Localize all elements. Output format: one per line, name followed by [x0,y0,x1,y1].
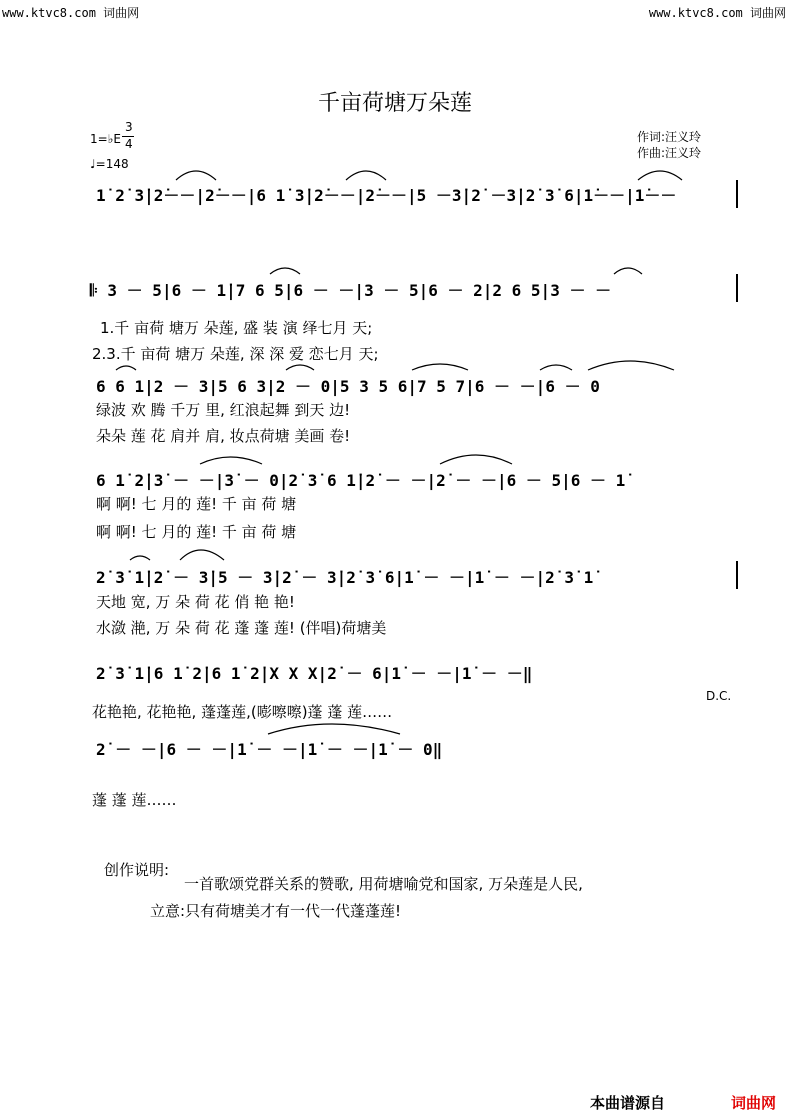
time-signature-bottom: 4 [125,137,133,151]
slur [130,556,150,560]
lyric-row-5-verse-2: 水潋 滟, 万 朵 荷 花 蓬 蓬 莲! (伴唱)荷塘美 [96,619,387,637]
slur [588,361,674,370]
lyric-row-4-verse-1: 啊 啊! 七 月的 莲! 千 亩 荷 塘 [96,495,297,513]
composer-credit: 作曲:汪义玲 [637,146,702,160]
watermark-left: www.ktvc8.com 词曲网 [2,6,140,20]
explanation-line-1: 一首歌颂党群关系的赞歌, 用荷塘喻党和国家, 万朵莲是人民, [184,875,583,893]
slur [440,455,512,464]
slur [268,724,400,734]
lyric-row-3-verse-1: 绿波 欢 腾 千万 里, 红浪起舞 到天 边! [96,401,351,419]
lyric-row-2-verse-1: 1.千 亩荷 塘万 朵莲, 盛 装 演 绎七月 天; [100,319,373,337]
lyric-row-3-verse-2: 朵朵 莲 花 肩并 肩, 妆点荷塘 美画 卷! [96,427,351,445]
notation-row-6: 2̇ 3̇ 1̇|6 1̇ 2̇|6 1̇ 2̇|X X X|2̇ － 6|1̇ － －|1̇ － －‖ [96,664,533,683]
slur [614,268,642,274]
key-signature: 1=♭E [90,132,121,146]
slur [180,550,224,560]
lyric-row-5-verse-1: 天地 宽, 万 朵 荷 花 俏 艳 艳! [96,593,295,611]
watermark-right: www.ktvc8.com 词曲网 [648,6,786,20]
notation-row-5: 2̇ 3̇ 1̇|2̇ － 3̇|5 － 3̇|2̇ － 3̇|2̇ 3̇ 6|1̇ － －|1̇ － －|2̇ 3̇ 1̇ [96,568,594,587]
footer-source-text: 本曲谱源自 [589,1094,665,1112]
footer-logo[interactable]: 词曲网 [730,1094,776,1112]
tempo-mark: ♩=148 [90,157,129,171]
explanation-line-2: 立意:只有荷塘美才有一代一代蓬蓬莲! [150,902,402,920]
notation-row-2: 𝄆 3 － 5|6 － 1̇|7 6 5|6 － －|3 － 5|6 － 2|2 6 5|3 － － [90,281,612,300]
explanation-label: 创作说明: [104,861,170,879]
slur [286,365,314,370]
slur [412,364,468,370]
notation-row-1: 1̇ 2̇ 3̇|2̇－－|2̇－－|6 1̇ 3̇|2̇－－|2̇－－|5 －3̇|2̇ －3̇|2̇ 3̇ 6|1̇－－|1̇－－ [96,186,677,205]
slur [270,268,300,274]
page-title: 千亩荷塘万朵莲 [317,91,472,116]
lyric-row-6: 花艳艳, 花艳艳, 蓬蓬莲,(嘭嚓嚓)蓬 蓬 莲…… [92,703,393,721]
slur [200,457,262,464]
lyric-row-2-verse-2: 2.3.千 亩荷 塘万 朵莲, 深 深 爱 恋七月 天; [92,345,379,363]
notation-row-7: 2̇ － －|6 － －|1̇ － －|1̇ － －|1̇ － 0‖ [96,740,443,759]
time-signature-top: 3 [125,120,133,134]
notation-row-4: 6 1̇ 2̇|3̇ － －|3̇ － 0|2̇ 3̇ 6 1̇|2̇ － －|2̇ － －|6 － 5|6 － 1̇ [96,471,626,490]
lyricist-credit: 作词:汪义玲 [637,130,702,144]
slur [346,171,386,180]
slur [638,171,682,180]
slur [540,365,572,370]
lyric-row-4-verse-2: 啊 啊! 七 月的 莲! 千 亩 荷 塘 [96,523,297,541]
da-capo-mark: D.C. [706,689,732,703]
lyric-row-7: 蓬 蓬 莲…… [92,791,177,809]
notation-row-3: 6 6 1|2 － 3|5 6 3|2 － 0|5 3 5 6|7 5 7|6 － －|6 － 0 [96,377,600,396]
slur [176,171,216,180]
slur [116,366,136,370]
